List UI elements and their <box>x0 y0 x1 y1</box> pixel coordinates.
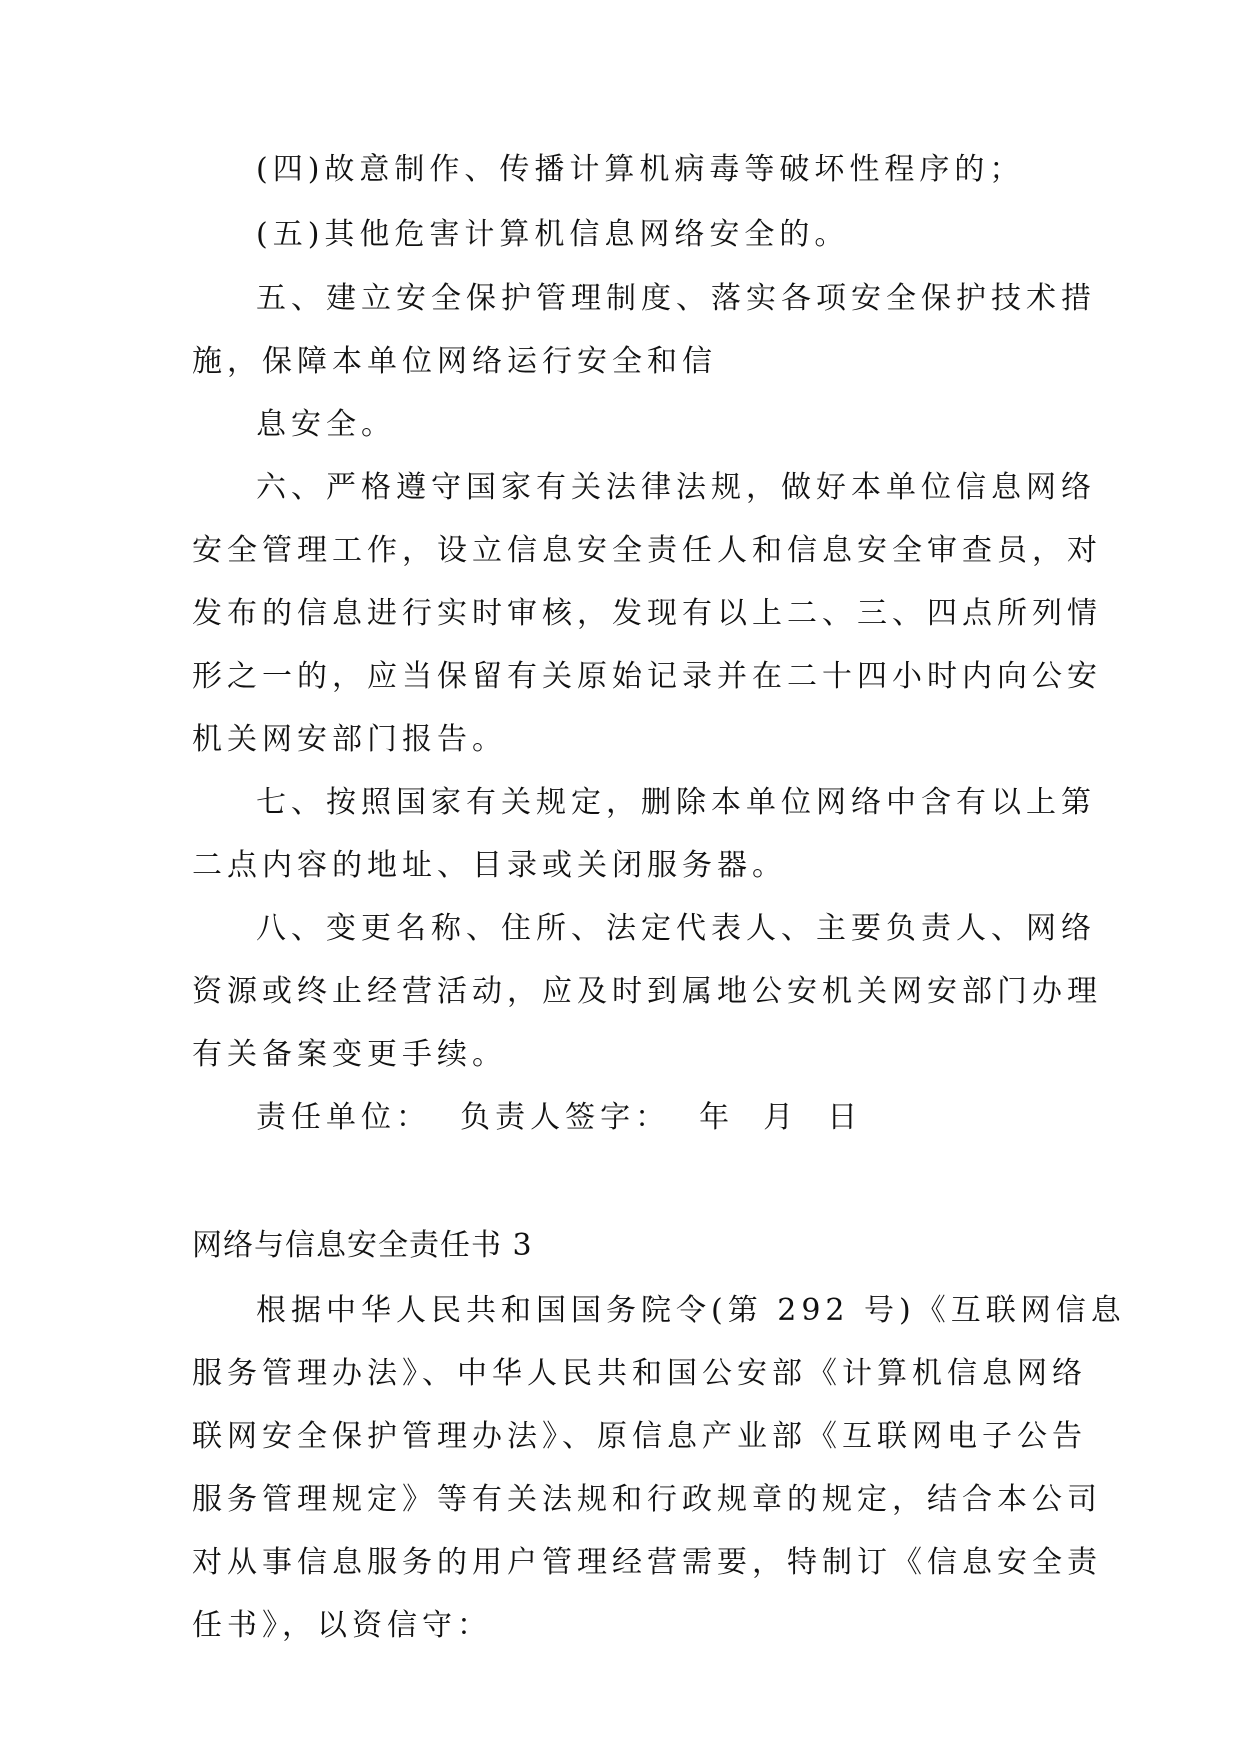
paragraph-line: 五、建立安全保护管理制度、落实各项安全保护技术措 <box>256 281 1096 316</box>
paragraph-line: 任书》，以资信守： <box>192 1608 492 1643</box>
paragraph-line: 七、按照国家有关规定，删除本单位网络中含有以上第 <box>256 785 1096 820</box>
paragraph-line: 六、严格遵守国家有关法律法规，做好本单位信息网络 <box>256 470 1096 505</box>
paragraph-line: 形之一的，应当保留有关原始记录并在二十四小时内向公安 <box>192 659 1102 694</box>
paragraph-line: 服务管理规定》等有关法规和行政规章的规定，结合本公司 <box>192 1482 1102 1517</box>
signature-line: 责任单位： 负责人签字： 年 月 日 <box>256 1100 863 1135</box>
paragraph-line: 有关备案变更手续。 <box>192 1037 507 1072</box>
paragraph-line: 机关网安部门报告。 <box>192 722 507 757</box>
paragraph-line: 联网安全保护管理办法》、原信息产业部《互联网电子公告 <box>192 1419 1087 1454</box>
paragraph-line: 根据中华人民共和国国务院令(第 292 号)《互联网信息 <box>256 1293 1126 1328</box>
paragraph-line: 安全管理工作，设立信息安全责任人和信息安全审查员，对 <box>192 533 1102 568</box>
section-title: 网络与信息安全责任书 3 <box>192 1228 533 1263</box>
paragraph-line: 息安全。 <box>256 407 396 442</box>
paragraph-line: (四)故意制作、传播计算机病毒等破坏性程序的； <box>256 152 1025 187</box>
paragraph-line: 发布的信息进行实时审核，发现有以上二、三、四点所列情 <box>192 596 1102 631</box>
paragraph-line: 施，保障本单位网络运行安全和信 <box>192 344 717 379</box>
paragraph-line: 二点内容的地址、目录或关闭服务器。 <box>192 848 787 883</box>
paragraph-line: 八、变更名称、住所、法定代表人、主要负责人、网络 <box>256 911 1096 946</box>
paragraph-line: (五)其他危害计算机信息网络安全的。 <box>256 217 850 252</box>
paragraph-line: 服务管理办法》、中华人民共和国公安部《计算机信息网络 <box>192 1356 1087 1391</box>
paragraph-line: 对从事信息服务的用户管理经营需要，特制订《信息安全责 <box>192 1545 1102 1580</box>
paragraph-line: 资源或终止经营活动，应及时到属地公安机关网安部门办理 <box>192 974 1102 1009</box>
